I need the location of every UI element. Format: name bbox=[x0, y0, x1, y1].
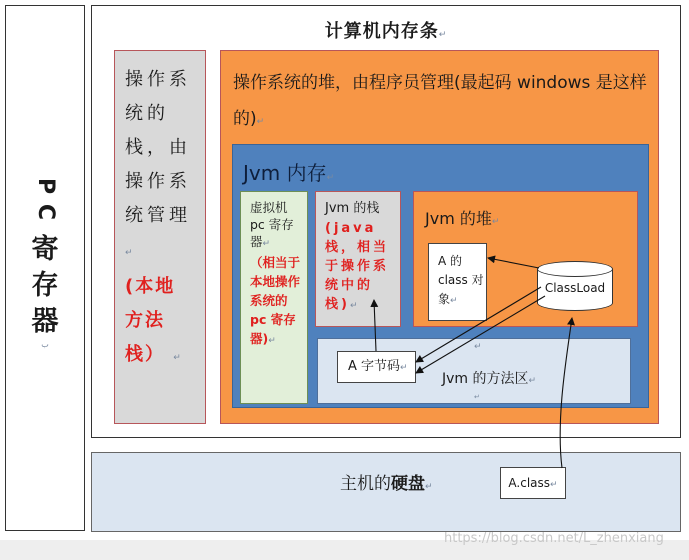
method-area-mark: ↵ bbox=[474, 342, 482, 352]
watermark: https://blog.csdn.net/L_zhenxiang bbox=[444, 531, 664, 546]
pc-register-char: 存 bbox=[31, 270, 59, 301]
pc-register-char: C bbox=[33, 203, 58, 221]
os-stack-mark: ↵ bbox=[125, 248, 137, 258]
pc-register-char: 寄 bbox=[31, 234, 59, 265]
bytecode-box: A 字节码↵ bbox=[337, 351, 416, 383]
method-area-title: Jvm 的方法区↵ bbox=[442, 371, 537, 387]
arrow-aclass-to-classloader bbox=[560, 318, 572, 468]
arrow-classloader-to-bytecode bbox=[416, 287, 541, 362]
os-heap-text: 操作系统的堆，由程序员管理(最起码 windows 是这样的) bbox=[233, 73, 647, 129]
hard-disk-title: 主机的硬盘↵ bbox=[340, 474, 433, 494]
method-area-mark: ↵ bbox=[474, 393, 480, 401]
jvm-stack-title: Jvm 的栈 bbox=[325, 201, 380, 216]
jvm-pc-register-text: 虚拟机 pc 寄存器 bbox=[250, 200, 294, 249]
jvm-stack-note: (java 栈，相当于操作系统中的栈)↵ bbox=[325, 221, 390, 312]
arrow-classloader-to-bytecode-2 bbox=[416, 296, 545, 373]
jvm-heap-title: Jvm 的堆↵ bbox=[425, 209, 500, 228]
classloader-label: ClassLoad bbox=[544, 281, 606, 295]
os-stack-native-note: (本地方法栈） ↵ bbox=[125, 276, 183, 365]
pc-register-mark: ب bbox=[41, 340, 49, 349]
memory-title: 计算机内存条↵ bbox=[324, 21, 448, 42]
a-class-file-box: A.class↵ bbox=[500, 467, 566, 499]
os-stack-text: 操作系统的栈，由操作系统管理 bbox=[125, 69, 191, 226]
jvm-pc-register-box: 虚拟机 pc 寄存器↵ （相当于本地操作系统的 pc 寄存器)↵ bbox=[240, 191, 308, 404]
arrow-classloader-to-class-object bbox=[488, 258, 539, 268]
jvm-memory-title: Jvm 内存↵ bbox=[243, 161, 335, 185]
pc-register-char: P bbox=[33, 177, 58, 195]
os-heap-mark: ↵ bbox=[256, 117, 265, 127]
arrow-bytecode-to-jvm-stack bbox=[374, 300, 376, 351]
pc-register-char: 器 bbox=[31, 306, 59, 337]
jvm-pc-register-note: （相当于本地操作系统的 pc 寄存器)↵ bbox=[250, 255, 301, 346]
class-object-box: A 的 class 对象↵ bbox=[428, 243, 487, 321]
class-object-label: A 的 class 对象 bbox=[438, 254, 484, 306]
